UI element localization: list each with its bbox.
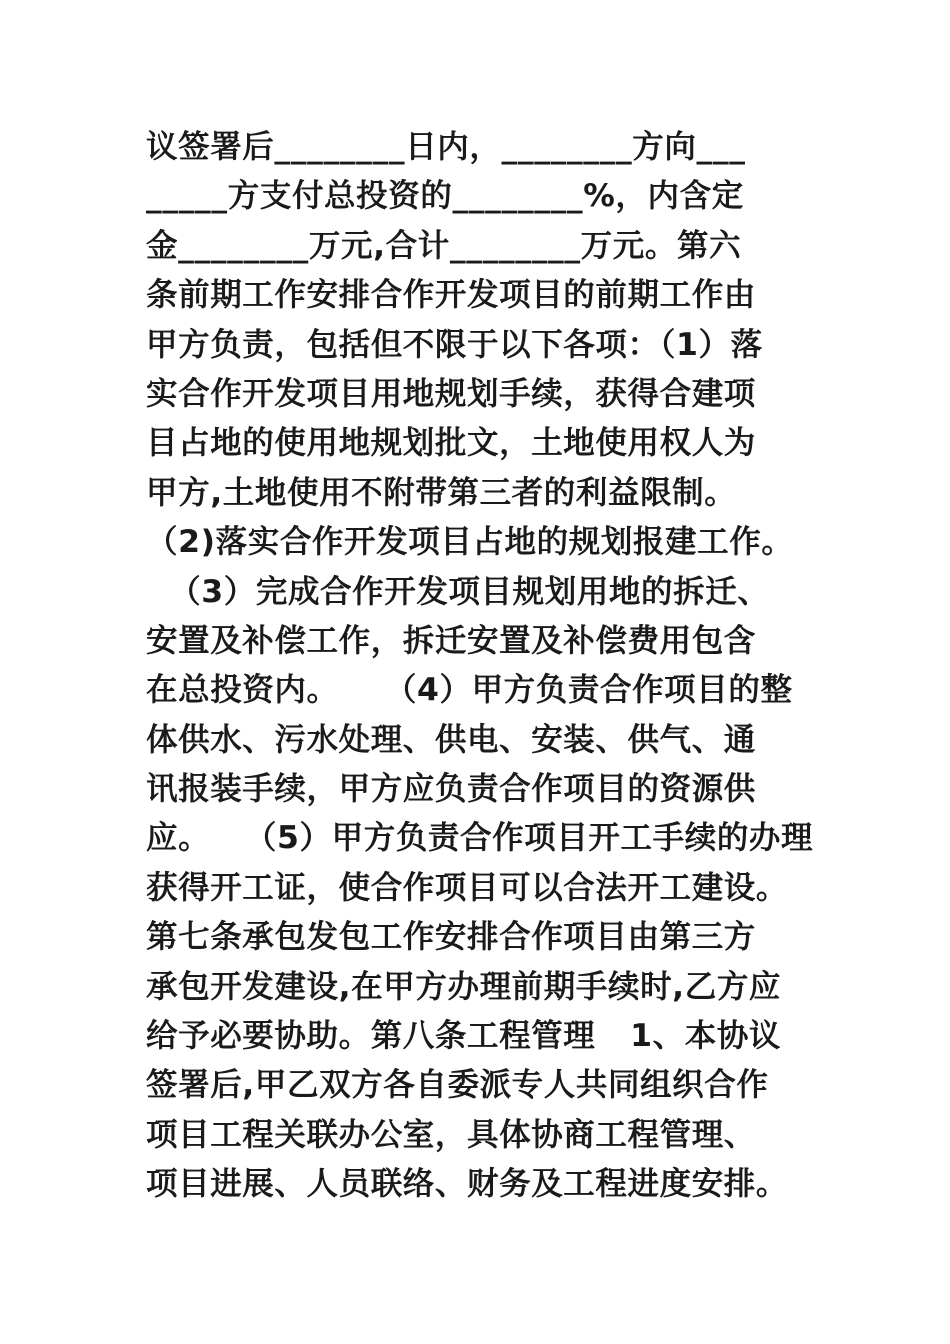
contract-body-text — [146, 123, 826, 1210]
text-line-15: 应。 （5）甲方负责合作项目开工手续的办理 — [146, 820, 814, 857]
text-line-9: （2)落实合作开发项目占地的规划报建工作。 — [146, 524, 794, 561]
text-line-3: 金________万元,合计________万元。第六 — [146, 227, 742, 264]
text-line-4: 条前期工作安排合作开发项目的前期工作由 — [146, 277, 756, 314]
text-line-11: 安置及补偿工作，拆迁安置及补偿费用包含 — [146, 622, 756, 659]
text-line-13: 体供水、污水处理、供电、安装、供气、通 — [146, 721, 756, 758]
text-line-14: 讯报装手续，甲方应负责合作项目的资源供 — [146, 771, 756, 808]
text-line-2: _____方支付总投资的________%，内含定 — [146, 178, 744, 215]
text-line-20: 签署后,甲乙双方各自委派专人共同组织合作 — [146, 1067, 769, 1104]
text-line-18: 承包开发建设,在甲方办理前期手续时,乙方应 — [146, 968, 782, 1005]
text-line-16: 获得开工证，使合作项目可以合法开工建设。 — [146, 869, 789, 906]
text-line-12: 在总投资内。 （4）甲方负责合作项目的整 — [146, 672, 793, 709]
text-line-6: 实合作开发项目用地规划手续，获得合建项 — [146, 375, 756, 412]
text-line-19: 给予必要协助。第八条工程管理 1、本协议 — [146, 1018, 782, 1055]
text-line-10: （3）完成合作开发项目规划用地的拆迁、 — [146, 573, 770, 610]
text-line-1: 议签署后________日内，________方向___ — [146, 129, 746, 165]
text-line-22: 项目进展、人员联络、财务及工程进度安排。 — [146, 1166, 789, 1203]
text-line-8: 甲方,土地使用不附带第三者的利益限制。 — [146, 474, 737, 511]
text-line-17: 第七条承包发包工作安排合作项目由第三方 — [146, 919, 756, 956]
text-line-21: 项目工程关联办公室，具体协商工程管理、 — [146, 1116, 756, 1153]
text-line-5: 甲方负责，包括但不限于以下各项：（1）落 — [146, 326, 763, 363]
text-line-7: 目占地的使用地规划批文，土地使用权人为 — [146, 425, 756, 462]
